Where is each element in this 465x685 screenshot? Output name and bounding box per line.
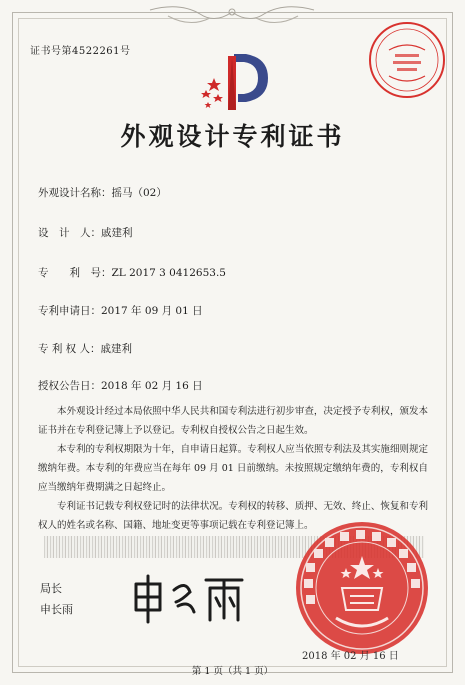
filing-date-label: 专利申请日：	[38, 305, 101, 317]
handwritten-signature-icon	[130, 570, 250, 626]
grant-date-value: 2018 年 02 月 16 日	[101, 380, 203, 392]
seal-date: 2018 年 02 月 16 日	[302, 651, 399, 662]
national-ip-office-seal-icon	[292, 518, 432, 658]
director-name: 申长雨	[40, 603, 73, 616]
certificate-number: 证书号第4522261号	[30, 46, 131, 57]
patentee-label: 专 利 权 人：	[38, 343, 101, 355]
paragraph-legal-status: 专利证书记载专利权登记时的法律状况。专利权的转移、质押、无效、终止、恢复和专利权人的姓名或名称、国籍、地址变更等事项记载在专利登记簿上。	[38, 501, 428, 531]
patent-number-field	[38, 265, 226, 280]
certificate-title: 外观设计专利证书	[120, 122, 345, 151]
patentee-field	[38, 341, 132, 356]
designer-field	[38, 225, 133, 240]
grant-date-label: 授权公告日：	[38, 380, 101, 392]
grant-date-field	[38, 378, 203, 393]
paragraph-term-notice: 本专利的专利权期限为十年，自申请日起算。专利权人应当依照专利法及其实施细则规定缴纳年费。本专利的年费应当在每年 09 月 01 日前缴纳。未按照规定缴纳年费的，专利权自应当缴纳年费期满之日起终止。	[38, 444, 428, 493]
filing-date-value: 2017 年 09 月 01 日	[101, 305, 203, 317]
design-name-label: 外观设计名称：	[38, 187, 112, 199]
patent-office-logo-icon	[198, 48, 276, 112]
designer-label: 设 计 人：	[38, 227, 101, 239]
registration-seal-icon	[367, 20, 447, 100]
page-number: 第 1 页（共 1 页）	[191, 666, 274, 677]
designer-value: 戚建利	[101, 227, 133, 239]
design-name-field	[38, 185, 167, 200]
paragraph-grant-notice: 本外观设计经过本局依照中华人民共和国专利法进行初步审查，决定授予专利权，颁发本证书并在专利登记簿上予以登记。专利权自授权公告之日起生效。	[38, 406, 428, 436]
director-title: 局长	[40, 582, 62, 595]
filing-date-field	[38, 303, 203, 318]
patent-number-label: 专 利 号：	[38, 267, 112, 279]
design-name-value: 摇马（02）	[111, 187, 167, 199]
patentee-value: 戚建利	[100, 343, 133, 355]
patent-number-value: ZL 2017 3 0412653.5	[111, 267, 226, 279]
